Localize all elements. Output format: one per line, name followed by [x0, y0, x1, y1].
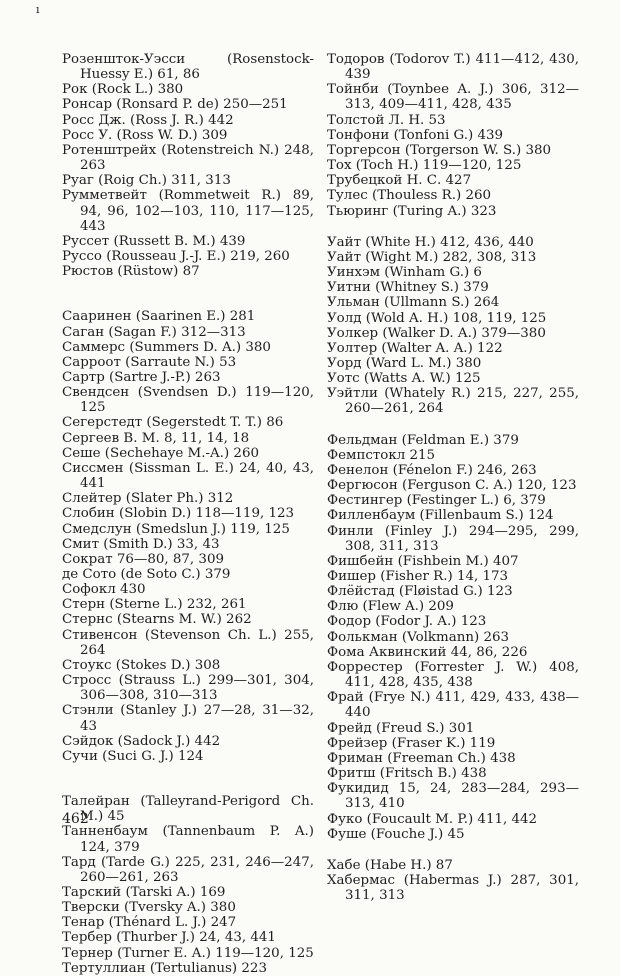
top-mark: ı — [36, 3, 40, 16]
index-entry: Танненбаум (Tannenbaum P. A.) 124, 379 — [62, 824, 314, 855]
index-entry: Филленбаум (Fillenbaum S.) 124 — [327, 508, 554, 524]
index-entry: Финли (Finley J.) 294—295, 299, 308, 311, 313 — [327, 523, 579, 554]
index-entry: Толстой Л. Н. 53 — [327, 112, 446, 128]
index-entry: Форрестер (Forrester J. W.) 408, 411, 428, 435, 438 — [327, 659, 579, 691]
index-entry: Стивенсон (Stevenson Ch. L.) 255, 264 — [62, 627, 314, 658]
index-entry: Розеншток-Уэсси (Rosenstock-Huessy E.) 61, 86 — [62, 52, 314, 83]
index-entry: Сучи (Suci G. J.) 124 — [62, 748, 204, 764]
index-entry: Тверски (Tversky A.) 380 — [62, 900, 236, 916]
index-entry: Сааринен (Saarinen E.) 281 — [62, 309, 256, 325]
index-entry: Слобин (Slobin D.) 118—119, 123 — [62, 506, 295, 522]
page-number: 462 — [62, 811, 89, 827]
index-entry: Уэйтли (Whately R.) 215, 227, 255, 260—261, 264 — [327, 386, 579, 417]
section-u — [327, 235, 579, 417]
index-entry: Уорд (Ward L. M.) 380 — [327, 355, 482, 371]
index-entry: Сегерстедт (Segerstedt T. T.) 86 — [62, 415, 284, 431]
index-entry: Фукидид 15, 24, 283—284, 293—313, 410 — [327, 781, 579, 812]
index-entry: Уолд (Wold A. H.) 108, 119, 125 — [327, 310, 547, 326]
index-entry: Сеше (Sechehaye M.-A.) 260 — [62, 445, 259, 461]
index-entry: Стернс (Stearns M. W.) 262 — [62, 612, 252, 628]
section-r — [62, 52, 314, 279]
index-entry: Фестингер (Festinger L.) 6, 379 — [327, 493, 546, 509]
index-entry: Стросс (Strauss L.) 299—301, 304, 306—308, 310—313 — [62, 673, 314, 704]
index-entry: Уолкер (Walker D. A.) 379—380 — [327, 325, 546, 341]
index-entry: Тард (Tarde G.) 225, 231, 246—247, 260—261, 263 — [62, 854, 314, 885]
index-entry: Фенелон (Fénelon F.) 246, 263 — [327, 462, 537, 478]
section-s — [62, 309, 314, 764]
index-entry: Уинхэм (Winham G.) 6 — [327, 265, 482, 281]
index-entry: Саммерс (Summers D. A.) 380 — [62, 339, 271, 355]
index-entry: Стерн (Sterne L.) 232, 261 — [62, 597, 247, 613]
section-f — [327, 433, 579, 842]
index-entry: Стоукс (Stokes D.) 308 — [62, 657, 221, 673]
index-entry: Тьюринг (Turing A.) 323 — [327, 203, 497, 219]
index-entry: Тодоров (Todorov T.) 411—412, 430, 439 — [327, 52, 579, 83]
index-entry: Слейтер (Slater Ph.) 312 — [62, 491, 234, 507]
index-entry: Ротенштрейх (Rotenstreich N.) 248, 263 — [62, 142, 314, 174]
index-entry: Фельдман (Feldman E.) 379 — [327, 432, 519, 448]
index-entry: Фишер (Fisher R.) 14, 173 — [327, 569, 509, 584]
index-entry: Руаг (Roig Ch.) 311, 313 — [62, 173, 231, 189]
index-entry: Росс Дж. (Ross J. R.) 442 — [62, 112, 234, 128]
index-entry: Талейран (Talleyrand-Perigord Ch. M.) 45 — [62, 794, 314, 825]
index-entry: Фемпстокл 215 — [327, 447, 436, 463]
index-entry: Трубецкой Н. С. 427 — [327, 173, 472, 189]
index-entry: Флёйстад (Fløistad G.) 123 — [327, 584, 513, 600]
index-entry: Фергюсон (Ferguson C. A.) 120, 123 — [327, 478, 577, 494]
index-entry: Росс У. (Ross W. D.) 309 — [62, 127, 228, 143]
index-entry: Саган (Sagan F.) 312—313 — [62, 324, 246, 340]
index-entry: Уайт (Wight M.) 282, 308, 313 — [327, 249, 537, 265]
index-entry: де Сото (de Soto C.) 379 — [62, 567, 231, 582]
index-entry: Тох (Toch H.) 119—120, 125 — [327, 158, 522, 174]
index-entry: Фодор (Fodor J. A.) 123 — [327, 614, 487, 630]
index-entry: Ульман (Ullmann S.) 264 — [327, 295, 500, 311]
index-entry: Фриман (Freeman Ch.) 438 — [327, 750, 516, 766]
index-entry: Фома Аквинский 44, 86, 226 — [327, 644, 528, 660]
index-column-left — [62, 52, 314, 976]
index-entry: Уолтер (Walter A. A.) 122 — [327, 340, 503, 356]
index-entry: Тулес (Thouless R.) 260 — [327, 188, 492, 204]
index-entry: Уотс (Watts A. W.) 125 — [327, 371, 481, 387]
index-entry: Торгерсон (Torgerson W. S.) 380 — [327, 142, 552, 158]
index-entry: Смедслун (Smedslun J.) 119, 125 — [62, 521, 290, 537]
index-entry: Фрейзер (Fraser K.) 119 — [327, 735, 496, 751]
index-entry: Фолькман (Volkmann) 263 — [327, 629, 510, 645]
section-t — [62, 794, 314, 976]
index-entry: Рюстов (Rüstow) 87 — [62, 264, 200, 280]
index-entry: Фуко (Foucault M. P.) 411, 442 — [327, 811, 538, 827]
index-entry: Рок (Rock L.) 380 — [62, 82, 184, 98]
index-entry: Хабермас (Habermas J.) 287, 301, 311, 313 — [327, 872, 579, 904]
index-entry: Тернер (Turner E. A.) 119—120, 125 — [62, 945, 314, 961]
index-entry: Хабе (Habe H.) 87 — [327, 857, 453, 873]
index-entry: Смит (Smith D.) 33, 43 — [62, 536, 220, 552]
index-entry: Фишбейн (Fishbein M.) 407 — [327, 553, 519, 569]
index-entry: Стэнли (Stanley J.) 27—28, 31—32, 43 — [62, 703, 314, 734]
index-entry: Фрай (Frye N.) 411, 429, 433, 438—440 — [327, 690, 579, 721]
index-entry: Румметвейт (Rommetweit R.) 89, 94, 96, 102—103, 110, 117—125, 443 — [62, 188, 314, 234]
index-entry: Сэйдок (Sadock J.) 442 — [62, 733, 221, 749]
index-column-right — [327, 52, 579, 903]
index-entry: Фритш (Fritsch B.) 438 — [327, 766, 487, 782]
index-entry: Тонфони (Tonfoni G.) 439 — [327, 127, 504, 143]
index-entry: Уайт (White H.) 412, 436, 440 — [327, 234, 534, 250]
index-entry: Руссет (Russett B. M.) 439 — [62, 233, 246, 249]
index-entry: Сергеев В. М. 8, 11, 14, 18 — [62, 430, 250, 446]
index-entry: Фуше (Fouche J.) 45 — [327, 826, 465, 842]
index-entry: Сартр (Sartre J.-P.) 263 — [62, 369, 221, 385]
index-entry: Софокл 430 — [62, 582, 146, 598]
index-entry: Сиссмен (Sissman L. E.) 24, 40, 43, 441 — [62, 460, 314, 492]
index-entry: Руссо (Rousseau J.-J. E.) 219, 260 — [62, 249, 290, 265]
index-entry: Тенар (Thénard L. J.) 247 — [62, 915, 237, 931]
index-entry: Флю (Flew A.) 209 — [327, 599, 454, 615]
index-entry: Тербер (Thurber J.) 24, 43, 441 — [62, 930, 276, 946]
index-entry: Сократ 76—80, 87, 309 — [62, 551, 224, 567]
index-entry: Фрейд (Freud S.) 301 — [327, 720, 475, 736]
index-entry: Тойнби (Toynbee A. J.) 306, 312—313, 409—411, 428, 435 — [327, 82, 579, 113]
index-entry: Ронсар (Ronsard P. de) 250—251 — [62, 97, 288, 113]
index-entry: Сарроот (Sarraute N.) 53 — [62, 354, 237, 370]
index-entry: Тертуллиан (Tertulianus) 223 — [62, 960, 267, 976]
index-entry: Тарский (Tarski A.) 169 — [62, 884, 226, 900]
section-h — [327, 858, 579, 903]
index-entry: Уитни (Whitney S.) 379 — [327, 280, 489, 296]
index-entry: Свендсен (Svendsen D.) 119—120, 125 — [62, 385, 314, 416]
section-t-cont — [327, 52, 579, 219]
